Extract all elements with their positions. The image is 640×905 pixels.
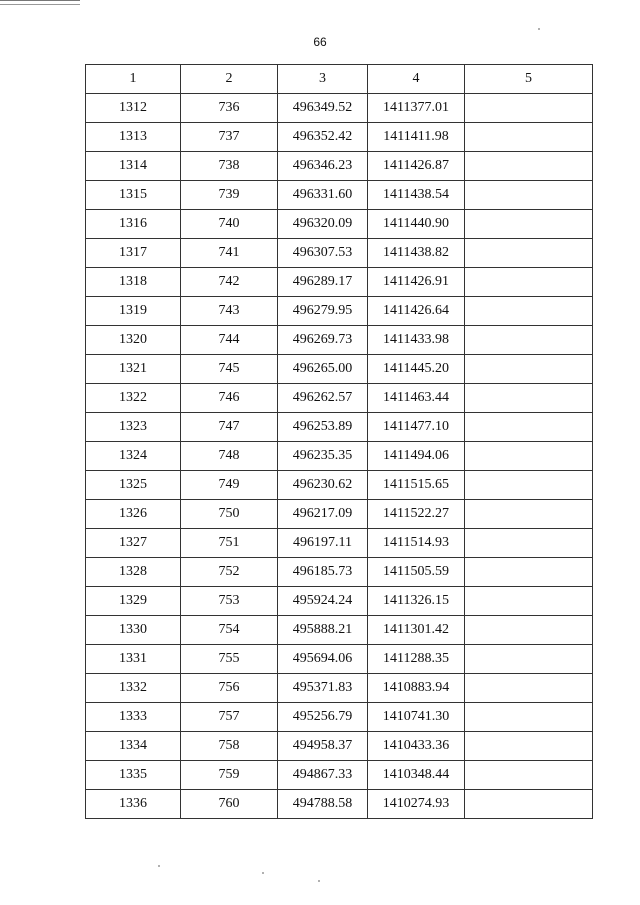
table-cell-col-4: 1411522.27 [368, 500, 465, 529]
table-row [86, 674, 593, 703]
table-cell-col-4: 1411426.87 [368, 152, 465, 181]
scan-speck [318, 880, 320, 882]
table-cell-col-5 [465, 297, 593, 326]
column-header-1: 1 [86, 65, 181, 94]
table-cell-col-1: 1322 [86, 384, 181, 413]
table-cell-col-3: 496230.62 [278, 471, 368, 500]
table-cell-col-1: 1331 [86, 645, 181, 674]
table-cell-col-3: 496352.42 [278, 123, 368, 152]
table-cell-col-1: 1329 [86, 587, 181, 616]
table-cell-col-2: 755 [181, 645, 278, 674]
table-cell-col-2: 752 [181, 558, 278, 587]
table-cell-col-3: 494788.58 [278, 790, 368, 819]
table-cell-col-5 [465, 268, 593, 297]
table-cell-col-3: 496331.60 [278, 181, 368, 210]
table-cell-col-3: 496307.53 [278, 239, 368, 268]
table-cell-col-1: 1332 [86, 674, 181, 703]
table-cell-col-2: 744 [181, 326, 278, 355]
table-cell-col-3: 495888.21 [278, 616, 368, 645]
table-cell-col-1: 1319 [86, 297, 181, 326]
table-cell-col-1: 1333 [86, 703, 181, 732]
table-cell-col-2: 749 [181, 471, 278, 500]
table-cell-col-2: 751 [181, 529, 278, 558]
table-cell-col-1: 1313 [86, 123, 181, 152]
table-body [86, 94, 593, 819]
table-cell-col-4: 1411477.10 [368, 413, 465, 442]
page-number: 66 [313, 35, 327, 49]
table-cell-col-2: 745 [181, 355, 278, 384]
table-row [86, 790, 593, 819]
table-cell-col-2: 750 [181, 500, 278, 529]
table-cell-col-2: 740 [181, 210, 278, 239]
table-cell-col-2: 748 [181, 442, 278, 471]
table-cell-col-4: 1411411.98 [368, 123, 465, 152]
table-row [86, 123, 593, 152]
table-cell-col-2: 742 [181, 268, 278, 297]
table-cell-col-5 [465, 529, 593, 558]
table-cell-col-3: 495371.83 [278, 674, 368, 703]
table-cell-col-2: 738 [181, 152, 278, 181]
table-cell-col-5 [465, 123, 593, 152]
table-cell-col-4: 1411326.15 [368, 587, 465, 616]
table-cell-col-3: 496235.35 [278, 442, 368, 471]
table-cell-col-2: 756 [181, 674, 278, 703]
table-cell-col-5 [465, 181, 593, 210]
table-row [86, 297, 593, 326]
table-cell-col-4: 1410741.30 [368, 703, 465, 732]
table-cell-col-5 [465, 471, 593, 500]
table-cell-col-1: 1315 [86, 181, 181, 210]
table-cell-col-3: 496320.09 [278, 210, 368, 239]
table-cell-col-2: 754 [181, 616, 278, 645]
table-cell-col-3: 494867.33 [278, 761, 368, 790]
table-cell-col-4: 1411505.59 [368, 558, 465, 587]
table-cell-col-3: 496217.09 [278, 500, 368, 529]
table-row [86, 152, 593, 181]
table-cell-col-3: 496349.52 [278, 94, 368, 123]
table-cell-col-1: 1320 [86, 326, 181, 355]
table-cell-col-1: 1317 [86, 239, 181, 268]
column-header-3: 3 [278, 65, 368, 94]
table-cell-col-4: 1411426.91 [368, 268, 465, 297]
table-row [86, 413, 593, 442]
table-row [86, 529, 593, 558]
table-row [86, 326, 593, 355]
table-cell-col-1: 1312 [86, 94, 181, 123]
table-cell-col-3: 495694.06 [278, 645, 368, 674]
table-cell-col-5 [465, 761, 593, 790]
table-cell-col-3: 496289.17 [278, 268, 368, 297]
table-cell-col-2: 741 [181, 239, 278, 268]
table-cell-col-2: 758 [181, 732, 278, 761]
table-cell-col-3: 496262.57 [278, 384, 368, 413]
table-cell-col-5 [465, 616, 593, 645]
table-cell-col-2: 759 [181, 761, 278, 790]
table-cell-col-4: 1411377.01 [368, 94, 465, 123]
table-cell-col-5 [465, 558, 593, 587]
table-cell-col-2: 737 [181, 123, 278, 152]
table-header [86, 65, 593, 94]
table-cell-col-5 [465, 413, 593, 442]
column-header-5: 5 [465, 65, 593, 94]
table-cell-col-4: 1411288.35 [368, 645, 465, 674]
table-row [86, 645, 593, 674]
table-cell-col-3: 496197.11 [278, 529, 368, 558]
table-row [86, 384, 593, 413]
table-row [86, 471, 593, 500]
table-cell-col-3: 496265.00 [278, 355, 368, 384]
table-cell-col-3: 495256.79 [278, 703, 368, 732]
table-cell-col-1: 1321 [86, 355, 181, 384]
table-cell-col-1: 1316 [86, 210, 181, 239]
table-cell-col-1: 1334 [86, 732, 181, 761]
table-cell-col-5 [465, 674, 593, 703]
table-cell-col-1: 1327 [86, 529, 181, 558]
table-cell-col-1: 1330 [86, 616, 181, 645]
header-row [86, 65, 593, 94]
table-cell-col-2: 760 [181, 790, 278, 819]
table-cell-col-4: 1411426.64 [368, 297, 465, 326]
table-cell-col-5 [465, 152, 593, 181]
table-cell-col-4: 1411445.20 [368, 355, 465, 384]
table-cell-col-3: 496279.95 [278, 297, 368, 326]
table-cell-col-5 [465, 645, 593, 674]
scan-speck [158, 865, 160, 867]
table-cell-col-3: 496346.23 [278, 152, 368, 181]
table-cell-col-4: 1410274.93 [368, 790, 465, 819]
table-cell-col-3: 496269.73 [278, 326, 368, 355]
table-row [86, 616, 593, 645]
table-row [86, 558, 593, 587]
table-cell-col-4: 1411438.82 [368, 239, 465, 268]
table-row [86, 210, 593, 239]
table-row [86, 761, 593, 790]
table-cell-col-5 [465, 94, 593, 123]
table-cell-col-1: 1336 [86, 790, 181, 819]
table-cell-col-4: 1411433.98 [368, 326, 465, 355]
table-cell-col-3: 495924.24 [278, 587, 368, 616]
table-cell-col-5 [465, 384, 593, 413]
table-cell-col-1: 1314 [86, 152, 181, 181]
table-cell-col-1: 1324 [86, 442, 181, 471]
table-cell-col-2: 757 [181, 703, 278, 732]
table-cell-col-5 [465, 790, 593, 819]
table-cell-col-1: 1325 [86, 471, 181, 500]
table-cell-col-4: 1410433.36 [368, 732, 465, 761]
table-cell-col-3: 496253.89 [278, 413, 368, 442]
table-row [86, 500, 593, 529]
coordinates-table [85, 64, 593, 819]
table-cell-col-4: 1410348.44 [368, 761, 465, 790]
column-header-4: 4 [368, 65, 465, 94]
table-row [86, 355, 593, 384]
table-cell-col-5 [465, 442, 593, 471]
table-cell-col-4: 1410883.94 [368, 674, 465, 703]
table-cell-col-5 [465, 326, 593, 355]
table-cell-col-2: 747 [181, 413, 278, 442]
table-cell-col-4: 1411301.42 [368, 616, 465, 645]
table-cell-col-2: 753 [181, 587, 278, 616]
table-cell-col-2: 743 [181, 297, 278, 326]
table-cell-col-4: 1411463.44 [368, 384, 465, 413]
table-cell-col-1: 1335 [86, 761, 181, 790]
scan-speck [262, 872, 264, 874]
table-row [86, 94, 593, 123]
table-cell-col-5 [465, 239, 593, 268]
table-cell-col-5 [465, 703, 593, 732]
table-cell-col-5 [465, 587, 593, 616]
table-cell-col-4: 1411494.06 [368, 442, 465, 471]
table-row [86, 181, 593, 210]
table-cell-col-1: 1328 [86, 558, 181, 587]
table-cell-col-4: 1411440.90 [368, 210, 465, 239]
table-cell-col-1: 1323 [86, 413, 181, 442]
scan-edge-mark [0, 0, 80, 5]
table-cell-col-5 [465, 500, 593, 529]
table-cell-col-3: 496185.73 [278, 558, 368, 587]
table-cell-col-2: 739 [181, 181, 278, 210]
column-header-2: 2 [181, 65, 278, 94]
table-cell-col-1: 1318 [86, 268, 181, 297]
table-cell-col-1: 1326 [86, 500, 181, 529]
table-cell-col-2: 736 [181, 94, 278, 123]
table-row [86, 732, 593, 761]
table-row [86, 239, 593, 268]
scan-speck [538, 28, 540, 30]
table-cell-col-5 [465, 210, 593, 239]
table-cell-col-4: 1411515.65 [368, 471, 465, 500]
table-row [86, 442, 593, 471]
table-row [86, 587, 593, 616]
table-row [86, 268, 593, 297]
table-cell-col-4: 1411514.93 [368, 529, 465, 558]
table-row [86, 703, 593, 732]
table-cell-col-3: 494958.37 [278, 732, 368, 761]
table-cell-col-2: 746 [181, 384, 278, 413]
table-cell-col-5 [465, 355, 593, 384]
table-cell-col-5 [465, 732, 593, 761]
table-cell-col-4: 1411438.54 [368, 181, 465, 210]
